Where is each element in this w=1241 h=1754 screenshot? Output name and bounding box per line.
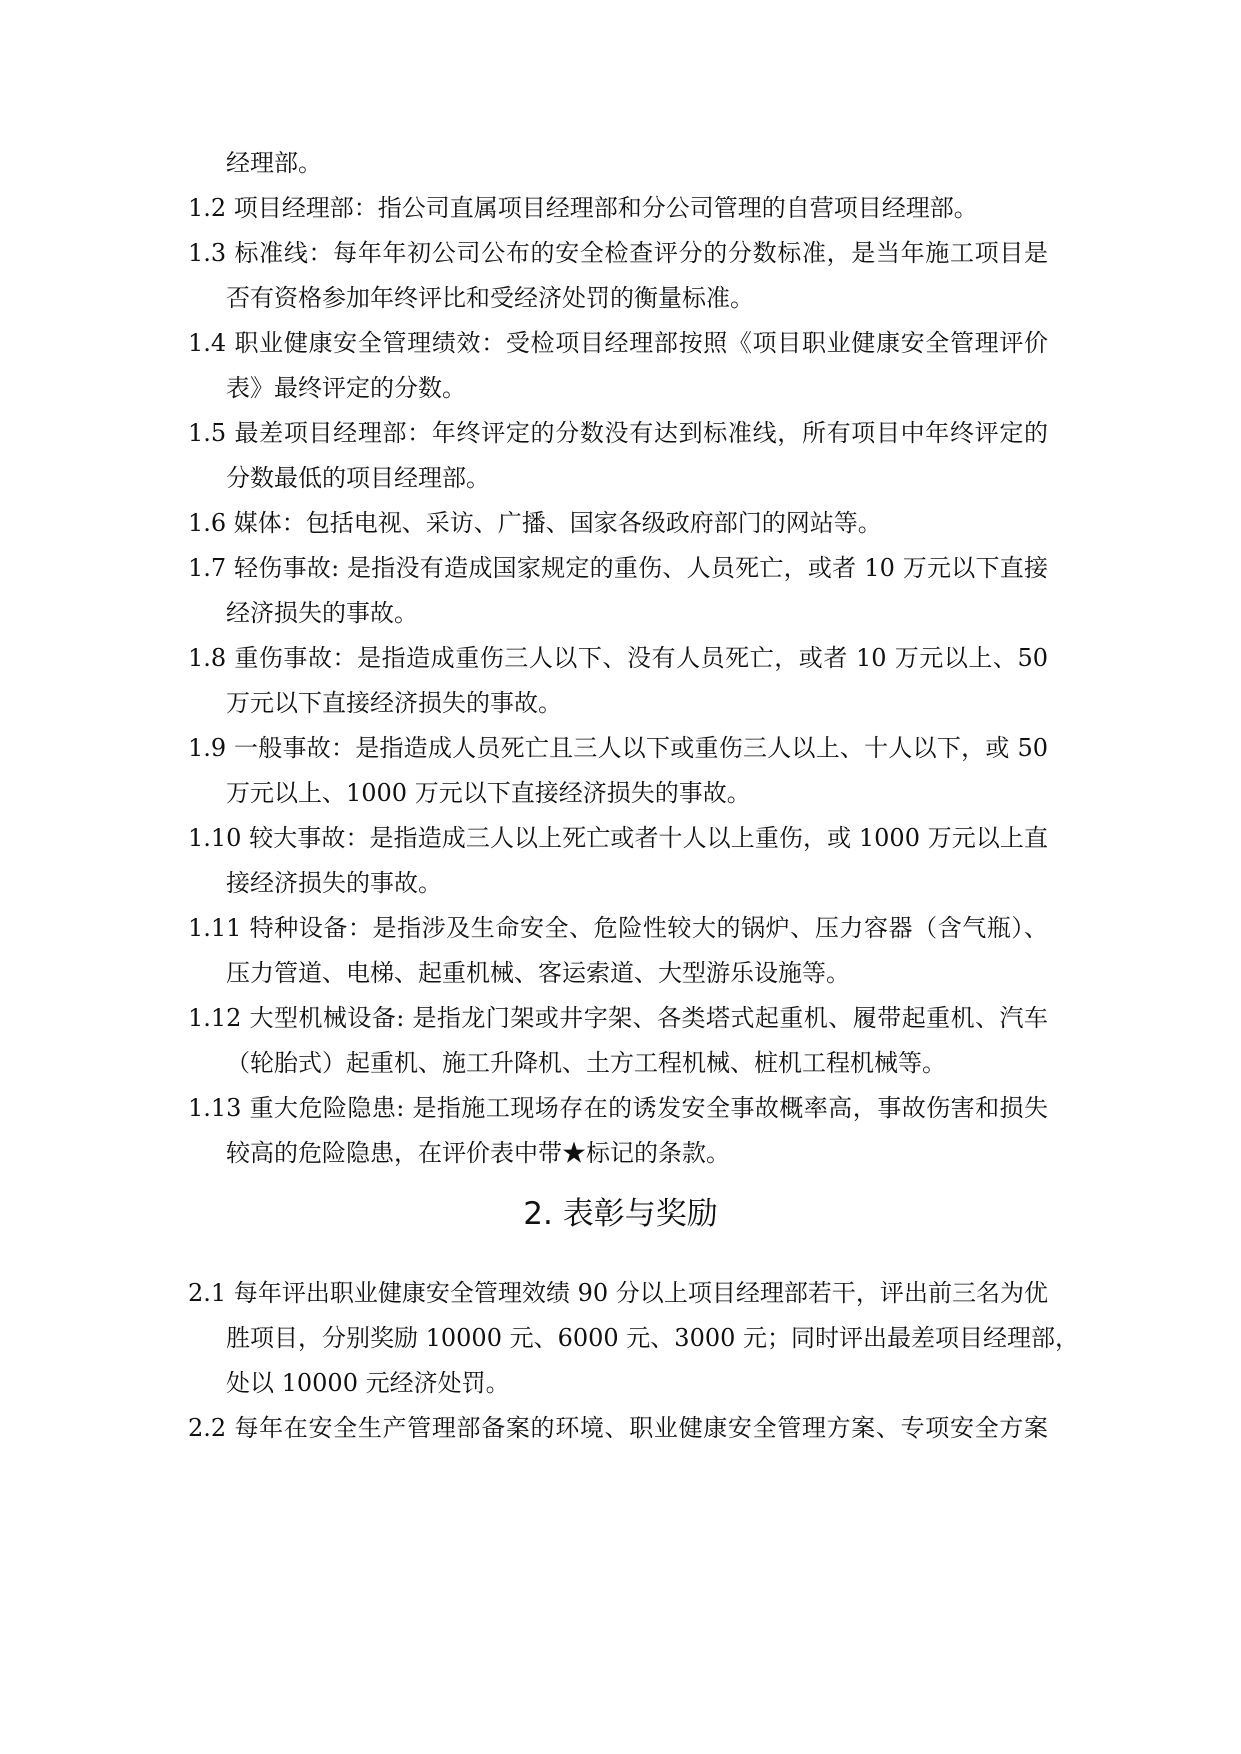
section-heading: 2. 表彰与奖励	[523, 1196, 718, 1232]
text-line: 1.4 职业健康安全管理绩效：受检项目经理部按照《项目职业健康安全管理评价	[188, 329, 1048, 357]
text-line: 1.11 特种设备：是指涉及生命安全、危险性较大的锅炉、压力容器（含气瓶）、	[188, 914, 1048, 942]
text-line: 较高的危险隐患，在评价表中带★标记的条款。	[226, 1139, 730, 1167]
text-line: 万元以下直接经济损失的事故。	[226, 689, 562, 717]
text-line: 1.6 媒体：包括电视、采访、广播、国家各级政府部门的网站等。	[188, 509, 882, 537]
text-line: 万元以上、1000 万元以下直接经济损失的事故。	[226, 779, 751, 807]
text-line: 经理部。	[226, 149, 322, 177]
text-line: 2.1 每年评出职业健康安全管理效绩 90 分以上项目经理部若干，评出前三名为优	[188, 1279, 1048, 1307]
text-line: 胜项目，分别奖励 10000 元、6000 元、3000 元；同时评出最差项目经理部，	[226, 1324, 1080, 1352]
text-line: 1.3 标准线：每年年初公司公布的安全检查评分的分数标准，是当年施工项目是	[188, 239, 1048, 267]
text-line: 否有资格参加年终评比和受经济处罚的衡量标准。	[226, 284, 754, 312]
text-line: （轮胎式）起重机、施工升降机、土方工程机械、桩机工程机械等。	[226, 1049, 946, 1077]
text-line: 2.2 每年在安全生产管理部备案的环境、职业健康安全管理方案、专项安全方案	[188, 1414, 1048, 1442]
text-line: 1.5 最差项目经理部：年终评定的分数没有达到标准线，所有项目中年终评定的	[188, 419, 1048, 447]
text-line: 1.10 较大事故：是指造成三人以上死亡或者十人以上重伤，或 1000 万元以上直	[188, 824, 1048, 852]
text-line: 1.12 大型机械设备: 是指龙门架或井字架、各类塔式起重机、履带起重机、汽车	[188, 1004, 1048, 1032]
text-line: 处以 10000 元经济处罚。	[226, 1369, 510, 1397]
text-line: 接经济损失的事故。	[226, 869, 442, 897]
text-line: 压力管道、电梯、起重机械、客运索道、大型游乐设施等。	[226, 959, 850, 987]
text-line: 1.13 重大危险隐患: 是指施工现场存在的诱发安全事故概率高，事故伤害和损失	[188, 1094, 1048, 1122]
text-line: 分数最低的项目经理部。	[226, 464, 490, 492]
text-line: 1.7 轻伤事故: 是指没有造成国家规定的重伤、人员死亡，或者 10 万元以下直接	[188, 554, 1048, 582]
text-line: 1.2 项目经理部：指公司直属项目经理部和分公司管理的自营项目经理部。	[188, 194, 978, 222]
text-line: 经济损失的事故。	[226, 599, 418, 627]
text-line: 表》最终评定的分数。	[226, 374, 466, 402]
text-line: 1.9 一般事故：是指造成人员死亡且三人以下或重伤三人以上、十人以下，或 50	[188, 734, 1048, 762]
text-line: 1.8 重伤事故：是指造成重伤三人以下、没有人员死亡，或者 10 万元以上、50	[188, 644, 1048, 672]
